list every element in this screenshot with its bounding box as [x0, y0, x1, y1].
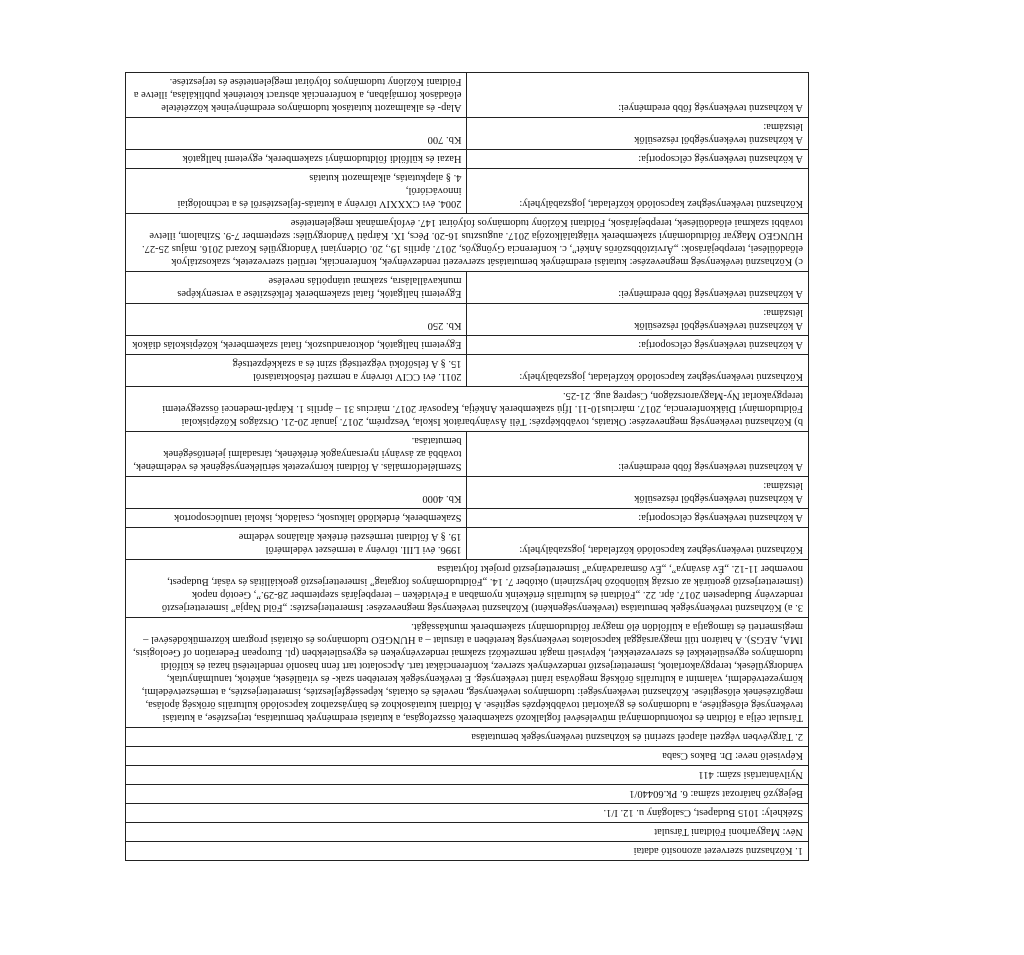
activity-c-count-label-2: létszáma:	[763, 121, 803, 132]
org-name: Név: Magyarhoni Földtani Társulat	[126, 823, 809, 842]
activity-c-count-value: Kb. 700	[126, 118, 468, 150]
activity-a-count-label	[467, 477, 809, 509]
activity-c-count-label	[467, 118, 809, 150]
activity-b-law-label: Közhasznú tevékenységhez kapcsolódó közfeladat, jogszabályhely:	[467, 355, 809, 387]
activity-b-law-value	[126, 355, 468, 387]
activity-b-law-line-2: 15. § A felsőfokú végzettségi szint és a szakképzettség	[232, 358, 462, 369]
activity-b-count-label-2: létszáma:	[763, 307, 803, 318]
activity-c-law-line-2: 4. § alapkutatás, alkalmazott kutatás	[309, 172, 462, 183]
activity-a-result-value: Szemléletformálás. A földtani környezetek sérülékenységének és védelmének, továbbá az ásványi nyersanyagok értékének, társadalmi jelentőségének bemutatása.	[126, 432, 468, 477]
activity-b-result-label: A közhasznú tevékenység főbb eredményei:	[467, 272, 809, 304]
representative: Képviselő neve: Dr. Bakos Csaba	[126, 747, 809, 766]
activity-a-law-line-2: 19. § A földtani természeti értékek általános védelme	[238, 531, 462, 542]
activity-b-law-line-1: 2011. évi CCIV törvény a nemzeti felsőoktatásról	[253, 371, 462, 382]
activity-a-count-value: Kb. 4000	[126, 477, 468, 509]
activity-b-target-label: A közhasznú tevékenység célcsoportja:	[467, 336, 809, 355]
activity-a-law-line-1: 1996. évi LIII. törvény a természet védelméről	[265, 544, 462, 555]
section-2-title: 2. Tárgyévben végzett alapcél szerinti és közhasznú tevékenységek bemutatása	[126, 728, 809, 747]
activity-c-target-label: A közhasznú tevékenység célcsoportja:	[467, 150, 809, 169]
section-2-body: Társulat célja a földtan és rokontudományai művelésével foglalkozó szakemberek összefogása, a kutatási eredmények bemutatása, terjesztése, a kutatási tevékenység elősegítése, a tudományos és gyakorlati továbbképzés segítése. A földtani kutatásokhoz és bányászathoz kapcsolódó kulturális örökség ápolása, megőrzésének elősegítése. Közhasznú tevékenységei: tudományos tevékenység, nevelés és oktatás, képességfejlesztés, ismeretterjesztés, a természetvédelmi, környezetvédelmi, valamint a kulturális örökség megóvása iránti tevékenység. E tevékenységek keretében szak- és vitaülések, ankétok, tanulmányutak, vándorgyűlések, terepgyakorlatok, ismeretterjesztő rendezvények szervez, konferenciákat tart. Apcsolatot tart fenn hasonló rendeltetésű hazai és külföldi tudományos egyesületekkel és szervezetekkel, képviseli magát nemzetközi szakmai rendezvényeken és egyesületekben (pl. European Federation of Geologists, IMA, AEGS). A határon túli magyarsággal kapcsolatos tevékenység keretében a társulat – a HUNGEO tudományos és oktatási program közreműködésével – megismerteti és támogatja a külföldön élő magyar földtudományi szakemberek munkásságát.	[126, 618, 809, 728]
activity-a-result-label: A közhasznú tevékenység főbb eredményei:	[467, 432, 809, 477]
activity-b-intro: b) Közhasznú tevékenység megnevezése: Oktatás, továbbképzés: Téli Ásványbarátok Iskola, Veszprém, 2017. január 20-21. Országos Középiskolai Földtudományi Diákkonferencia, 2017. március10-11. Ifjú szakemberek Ankétja, Kaposvár 2017. március 31 – április 1. Kárpát-medencei összegyetemi terepgyakorlat Ny-Magyarországon, Csepreg aug. 21-25.	[126, 387, 809, 432]
activity-b-count-label-1: A közhasznú tevékenységből részesülők	[634, 320, 803, 331]
activity-a-target-label: A közhasznú tevékenység célcsoportja:	[467, 509, 809, 528]
activity-a-law-label: Közhasznú tevékenységhez kapcsolódó közfeladat, jogszabályhely:	[467, 528, 809, 560]
org-address: Székhely: 1015 Budapest, Csalogány u. 12. I/1.	[126, 804, 809, 823]
activity-a-law-value	[126, 528, 468, 560]
activity-b-count-value: Kb. 250	[126, 304, 468, 336]
activity-b-count-label	[467, 304, 809, 336]
registry-number: Nyilvántartási szám: 411	[126, 766, 809, 785]
activity-b-result-value: Egyetemi hallgatók, fiatal szakemberek felkészítése a versenyképes munkavállalásra, szakmai utánpótlás nevelése	[126, 272, 468, 304]
report-table	[125, 72, 809, 861]
activity-c-result-label: A közhasznú tevékenység főbb eredményei:	[467, 73, 809, 118]
activity-a-target-value: Szakemberek, érdeklődő laikusok, családok, iskolai tanulócsoportok	[126, 509, 468, 528]
activity-c-result-value: Alap- és alkalmazott kutatások tudományos eredményeinek közzététele előadások formájában, a konferenciák abstract kötetének publikálása, illetve a Földtani Közlöny tudományos folyóirat megjelentetése és terjesztése.	[126, 73, 468, 118]
activity-c-law-line-1: 2004. évi CXXXIV törvény a kutatás-fejlesztésről és a technológiai innovációról,	[177, 185, 462, 209]
activity-c-law-value	[126, 169, 468, 214]
activity-c-count-label-1: A közhasznú tevékenységből részesülők	[634, 134, 803, 145]
section-1-title: 1. Közhasznú szervezet azonosító adatai	[126, 842, 809, 861]
activity-a-count-label-2: létszáma:	[763, 480, 803, 491]
activity-a-intro: 3. a) Közhasznú tevékenységek bemutatása (tevékenységenként) Közhasznú tevékenység megnevezése: Ismeretterjesztés: „Föld Napja” ismeretterjesztő rendezvény Budapesten 2017. ápr. 22. „Földtani és kulturális értékeink nyomában a Felvidéken – terepbejárás szeptember 28-29.”, Geotóp napok (ismeretterjesztő geotúrák az ország különböző helyszínein) október 7. 14. „Földtudományos forgatag” ismeretterjesztő geokiállítás és vásár, Budapest, november 11-12. „Év ásványa”, „Év ősmaradványa” ismeretterjesztő projekt folytatása	[126, 560, 809, 618]
registration-decision: Bejegyző határozat száma: 6. Pk.60440/1	[126, 785, 809, 804]
activity-c-law-label: Közhasznú tevékenységhez kapcsolódó közfeladat, jogszabályhely:	[467, 169, 809, 214]
activity-c-target-value: Hazai és külföldi földtudományi szakemberek, egyetemi hallgatók	[126, 150, 468, 169]
activity-c-intro: c) Közhasznú tevékenység megnevezése: kutatási eredmények bemutatását szervezeti rendezvények, konferenciák, területi szervezetek, szakosztályok előadóülései, terepbejárások: „Árvíztöbbszörös Ankét”, c. konferencia Gyöngyös, 2017. április 19., 20. Oldenyiani Vándorgyűlés Kozard 2016. május 25-27. HUNGEO Magyar földtudományi szakemberek világtalálkozója 2017. augusztus 16-20. Pécs, IX. Kárpáti Vándorgyűlés: szeptember 7-9. Szihalom, illetve további szakmai előadóülések, terepbejárások, Földtani Közlöny tudományos folyóirat 147. évfolyamának megjelentetése	[126, 214, 809, 272]
activity-a-count-label-1: A közhasznú tevékenységből részesülők	[634, 493, 803, 504]
activity-b-target-value: Egyetemi hallgatók, doktoranduszok, fiatal szakemberek, középiskolás diákok	[126, 336, 468, 355]
